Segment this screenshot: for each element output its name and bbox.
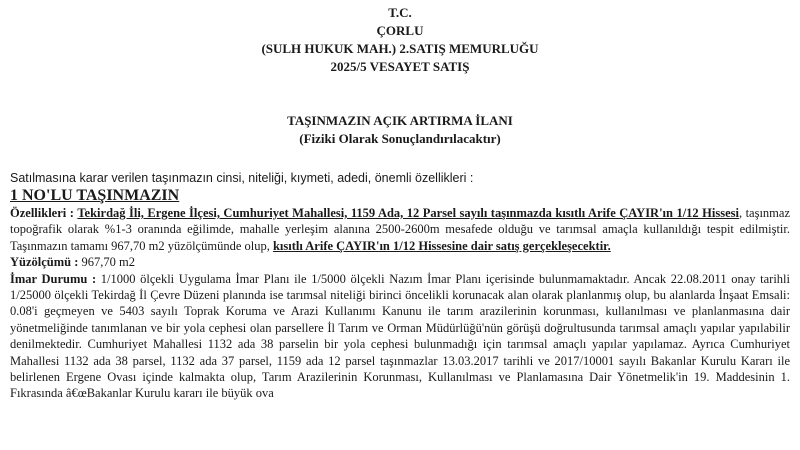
features-bold-text-2: kısıtlı Arife ÇAYIR'ın 1/12 Hissesine dair satış gerçekleşecektir. [272,238,611,253]
area-paragraph [10,254,790,270]
zoning-text: 1/1000 ölçekli Uygulama İmar Planı ile 1/5000 ölçekli Nazım İmar Planı içerisinde bulunmamaktadır. Ancak 22.08.2011 onay tarihli 1/25000 ölçekli Tekirdağ İl Çevre Düzeni planında ise tarımsal niteliği birinci öncelikli korunacak alan olarak planlanmış olup, bu alanlarda İnşaat Emsali: 0.08'i geçmeyen ve 5403 sayılı Toprak Koruma ve Arazi Kullanımı Kanunu ile tarım arazilerinin korunması, kullanılması ve planlanmasına dair yönetmeliğinde tanımlanan ve bir yola cephesi olan parsellere İl Tarım ve Orman Müdürlüğü'nün görüşü doğrultusunda tarımsal amaçlı yapılar yapılabilir denilmektedir. Cumhuriyet Mahallesi 1132 ada 38 parselin bir yola cephesi bulunmadığı için tarımsal amaçlı yapılar yapılamaz. Ayrıca Cumhuriyet Mahallesi 1132 ada 38 parsel, 1132 ada 37 parsel, 1159 ada 12 parsel taşınmazlar 13.03.2017 tarihli ve 2017/10001 sayılı Bakanlar Kurulu Kararı ile belirlenen Ergene Ovası içinde kalmakta olup, Tarım Arazilerinin Korunması, Kullanılması ve Planlamasına Dair Yönetmelik'in 19. Maddesinin 1. Fıkrasında â€œBakanlar Kurulu kararı ile büyük ova [10,271,790,401]
header-line-office: (SULH HUKUK MAH.) 2.SATIŞ MEMURLUĞU [261,41,539,56]
header-line-tc: T.C. [388,5,412,20]
notice-subtitle: (Fiziki Olarak Sonuçlandırılacaktır) [299,131,501,146]
document-header [10,0,790,76]
header-line-case: 2025/5 VESAYET SATIŞ [330,59,470,74]
zoning-paragraph [10,271,790,402]
notice-title: TAŞINMAZIN AÇIK ARTIRMA İLANI [287,113,513,128]
features-label: Özellikleri : [10,206,74,220]
notice-heading [10,112,790,148]
features-text: , taşınmaz topoğrafik olarak %1-3 oranında eğilimde, mahalle yerleşim alanına 2500-2600m mesafede olduğu ve tarımsal amaçla kullanıldığı tespit edilmiştir. Taşınmazın tamamı 967,70 m2 yüzölçümünde olup, [10,206,790,253]
section-title: 1 NO'LU TAŞINMAZIN [10,187,180,204]
area-label: Yüzölçümü : [10,255,79,270]
zoning-label: İmar Durumu : [10,271,97,286]
features-bold-text: Tekirdağ İli, Ergene İlçesi, Cumhuriyet Mahallesi, 1159 Ada, 12 Parsel sayılı taşınmazda kısıtlı Arife ÇAYIR'ın 1/12 Hissesi [77,206,739,220]
area-value: 967,70 m2 [78,255,136,270]
intro-text: Satılmasına karar verilen taşınmazın cinsi, niteliği, kıymeti, adedi, önemli özellikleri : [10,171,474,185]
features-paragraph [10,205,790,254]
header-line-city: ÇORLU [376,23,424,38]
